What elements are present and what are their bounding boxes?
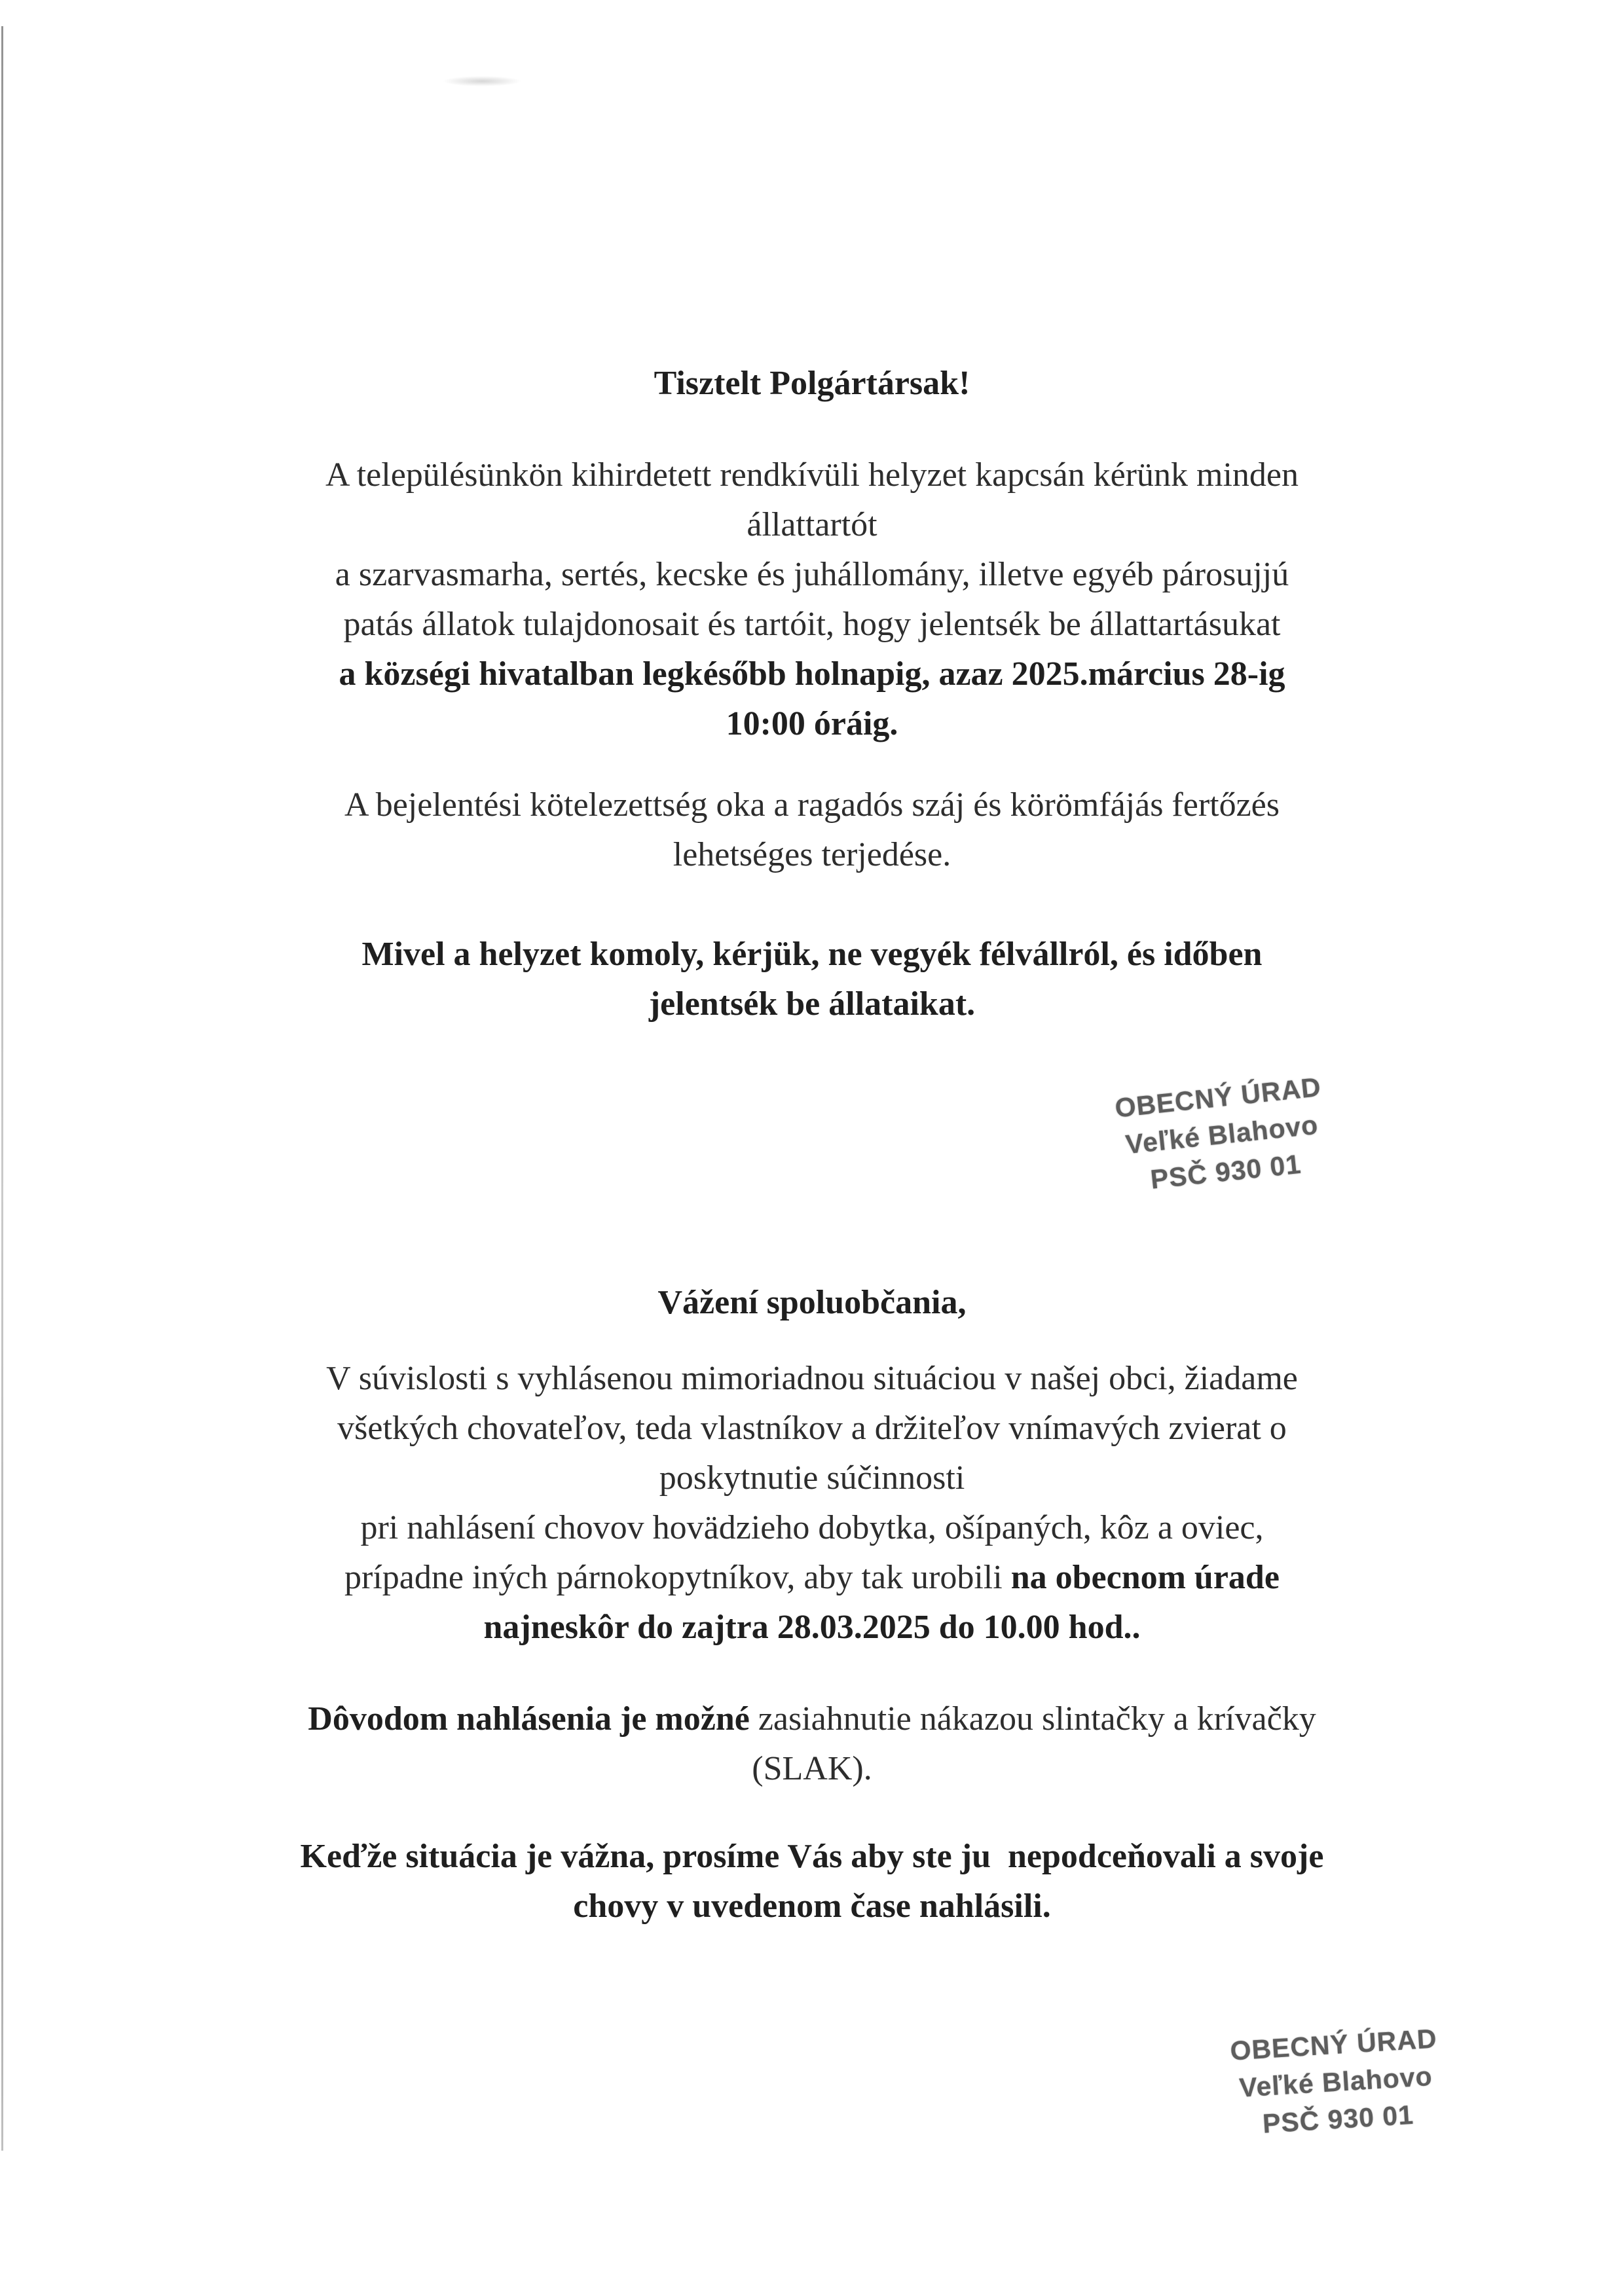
paragraph-line: pri nahlásení chovov hovädzieho dobytka, ošípaných, kôz a oviec, bbox=[360, 1509, 1264, 1546]
hungarian-paragraph-1 bbox=[59, 450, 1565, 749]
stamp-town-name: Veľké Blahovo bbox=[1124, 1109, 1320, 1160]
paragraph-line: všetkých chovateľov, teda vlastníkov a držiteľov vnímavých zvierat o bbox=[337, 1410, 1287, 1447]
slovak-greeting-heading bbox=[59, 1278, 1565, 1328]
paragraph-line: A településünkön kihirdetett rendkívüli helyzet kapcsán kérünk minden bbox=[325, 456, 1299, 494]
paragraph-line-bold: Keďže situácia je vážna, prosíme Vás aby ste ju nepodceňovali a svoje bbox=[300, 1838, 1324, 1875]
paragraph-line-bold: jelentsék be állataikat. bbox=[648, 985, 976, 1023]
paragraph-line-bold: a községi hivatalban legkésőbb holnapig, azaz 2025.március 28-ig bbox=[339, 655, 1285, 693]
hungarian-greeting-heading bbox=[59, 359, 1565, 409]
regular-text-segment: prípadne iných párnokopytníkov, aby tak urobili bbox=[344, 1559, 1011, 1596]
municipal-office-stamp-top bbox=[1099, 1067, 1345, 1203]
scan-smudge-artifact bbox=[443, 76, 521, 86]
slovak-paragraph-1 bbox=[59, 1354, 1565, 1652]
paragraph-line-bold: najneskôr do zajtra 28.03.2025 do 10.00 hod.. bbox=[483, 1609, 1141, 1646]
paragraph-line: poskytnutie súčinnosti bbox=[659, 1459, 965, 1497]
scan-edge-artifact bbox=[1, 26, 3, 2151]
municipal-office-stamp-bottom bbox=[1215, 2019, 1457, 2145]
paragraph-line: állattartót bbox=[747, 506, 877, 543]
stamp-office-name: OBECNÝ ÚRAD bbox=[1229, 2023, 1438, 2066]
paragraph-line-mixed bbox=[59, 1553, 1565, 1603]
hungarian-paragraph-3-bold bbox=[59, 930, 1565, 1029]
hungarian-paragraph-2 bbox=[59, 780, 1565, 880]
heading-line: Vážení spoluobčania, bbox=[657, 1284, 967, 1321]
stamp-postal-code: PSČ 930 01 bbox=[1261, 2099, 1415, 2139]
slovak-paragraph-3-bold bbox=[59, 1832, 1565, 1931]
heading-line: Tisztelt Polgártársak! bbox=[654, 365, 970, 402]
paragraph-line-mixed bbox=[59, 1694, 1565, 1744]
paragraph-line: (SLAK). bbox=[752, 1750, 872, 1787]
bold-text-segment: na obecnom úrade bbox=[1010, 1559, 1280, 1596]
stamp-office-name: OBECNÝ ÚRAD bbox=[1113, 1071, 1323, 1123]
paragraph-line: patás állatok tulajdonosait és tartóit, hogy jelentsék be állattartásukat bbox=[343, 606, 1281, 643]
paragraph-line: lehetséges terjedése. bbox=[673, 836, 951, 873]
paragraph-line-bold: 10:00 óráig. bbox=[726, 705, 898, 742]
regular-text-segment: zasiahnutie nákazou slintačky a krívačky bbox=[749, 1700, 1316, 1738]
paragraph-line-bold: Mivel a helyzet komoly, kérjük, ne vegyék félvállról, és időben bbox=[361, 936, 1263, 973]
slovak-paragraph-2 bbox=[59, 1694, 1565, 1794]
bold-text-segment: Dôvodom nahlásenia je možné bbox=[308, 1700, 750, 1738]
paragraph-line: V súvislosti s vyhlásenou mimoriadnou situáciou v našej obci, žiadame bbox=[326, 1360, 1298, 1397]
stamp-postal-code: PSČ 930 01 bbox=[1149, 1148, 1303, 1195]
paragraph-line-bold: chovy v uvedenom čase nahlásili. bbox=[573, 1887, 1051, 1925]
stamp-town-name: Veľké Blahovo bbox=[1238, 2061, 1433, 2103]
paragraph-line: A bejelentési kötelezettség oka a ragadós száj és körömfájás fertőzés bbox=[344, 786, 1280, 824]
paragraph-line: a szarvasmarha, sertés, kecske és juhállomány, illetve egyéb párosujjú bbox=[335, 556, 1289, 593]
